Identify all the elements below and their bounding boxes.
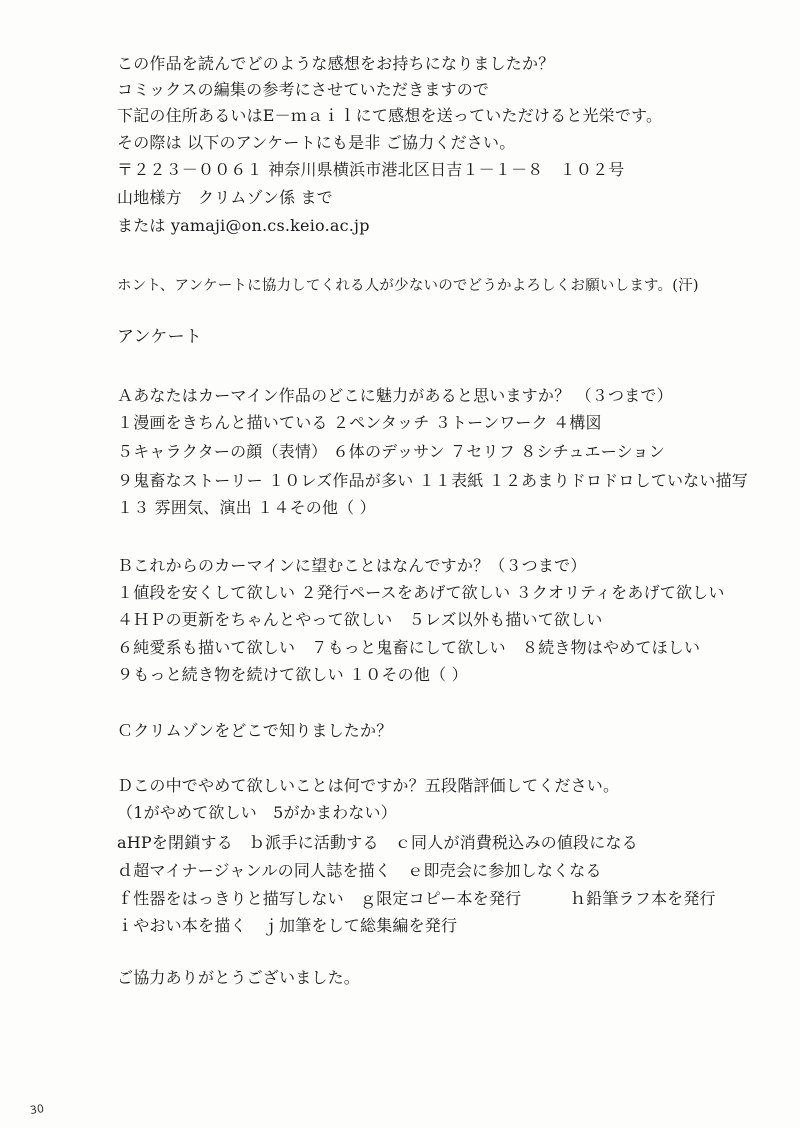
question-a-title: Ａあなたはカーマイン作品のどこに魅力があると思いますか？ （３つまで） xyxy=(117,386,673,405)
question-d-scale: （1がやめて欲しい 5がかまわない） xyxy=(117,803,397,822)
request-note: ホント、アンケートに協力してくれる人が少ないのでどうかよろしくお願いします。(汗) xyxy=(117,278,699,294)
question-c-title: Ｃクリムゾンをどこで知りましたか？ xyxy=(117,721,393,740)
question-d-options-4: ｉやおい本を描く ｊ加筆をして総集編を発行 xyxy=(117,916,458,935)
question-b-options-3: ６純愛系も描いて欲しい ７もっと鬼畜にして欲しい ８続き物はやめてほしい xyxy=(117,638,701,657)
question-a-options-2: ５キャラクターの顔（表情） ６体のデッサン ７セリフ ８シチュエーション xyxy=(117,442,665,461)
intro-line-4: その際は 以下のアンケートにも是非 ご協力ください。 xyxy=(117,133,516,152)
question-d-title: Ｄこの中でやめて欲しいことは何ですか？五段階評価してください。 xyxy=(117,776,620,795)
question-d-options-2: ｄ超マイナージャンルの同人誌を描く ｅ即売会に参加しなくなる xyxy=(117,861,602,880)
survey-title: アンケート xyxy=(117,327,202,347)
address-line: 〒２２３－００６１ 神奈川県横浜市港北区日吉１－１－８ １０２号 xyxy=(117,160,625,179)
question-b-options-1: １値段を安くして欲しい ２発行ペースをあげて欲しい ３クオリティをあげて欲しい xyxy=(117,583,725,602)
question-a-options-1: １漫画をきちんと描いている ２ペンタッチ ３トーンワーク ４構図 xyxy=(117,413,602,432)
question-b-title: Ｂこれからのカーマインに望むことはなんですか？（３つまで） xyxy=(117,556,587,575)
question-b-options-2: ４ＨＰの更新をちゃんとやって欲しい ５レズ以外も描いて欲しい xyxy=(117,610,603,629)
page-number: 30 xyxy=(29,1102,45,1117)
recipient-line: 山地様方 クリムゾン係 まで xyxy=(117,188,333,207)
intro-line-1: この作品を読んでどのような感想をお持ちになりましたか？ xyxy=(117,54,555,73)
question-b-options-4: ９もっと続き物を続けて欲しい １０その他（ ） xyxy=(117,665,468,684)
question-a-options-3: ９鬼畜なストーリー １０レズ作品が多い １１表紙 １２あまりドロドロしていない描写 xyxy=(117,471,748,490)
question-d-options-3: ｆ性器をはっきりと描写しない ｇ限定コピー本を発行 ｈ鉛筆ラフ本を発行 xyxy=(117,889,716,908)
closing-message: ご協力ありがとうございました。 xyxy=(117,968,361,987)
intro-line-2: コミックスの編集の参考にさせていただきますので xyxy=(117,80,490,99)
question-a-options-4: １３ 雰囲気、演出 １４その他（ ） xyxy=(117,498,376,517)
question-d-options-1: aHPを閉鎖する ｂ派手に活動する ｃ同人が消費税込みの値段になる xyxy=(117,833,638,852)
intro-line-3: 下記の住所あるいはE－ｍａｉｌにて感想を送っていただけると光栄です。 xyxy=(117,106,663,125)
email-line: または yamaji@on.cs.keio.ac.jp xyxy=(117,216,370,235)
